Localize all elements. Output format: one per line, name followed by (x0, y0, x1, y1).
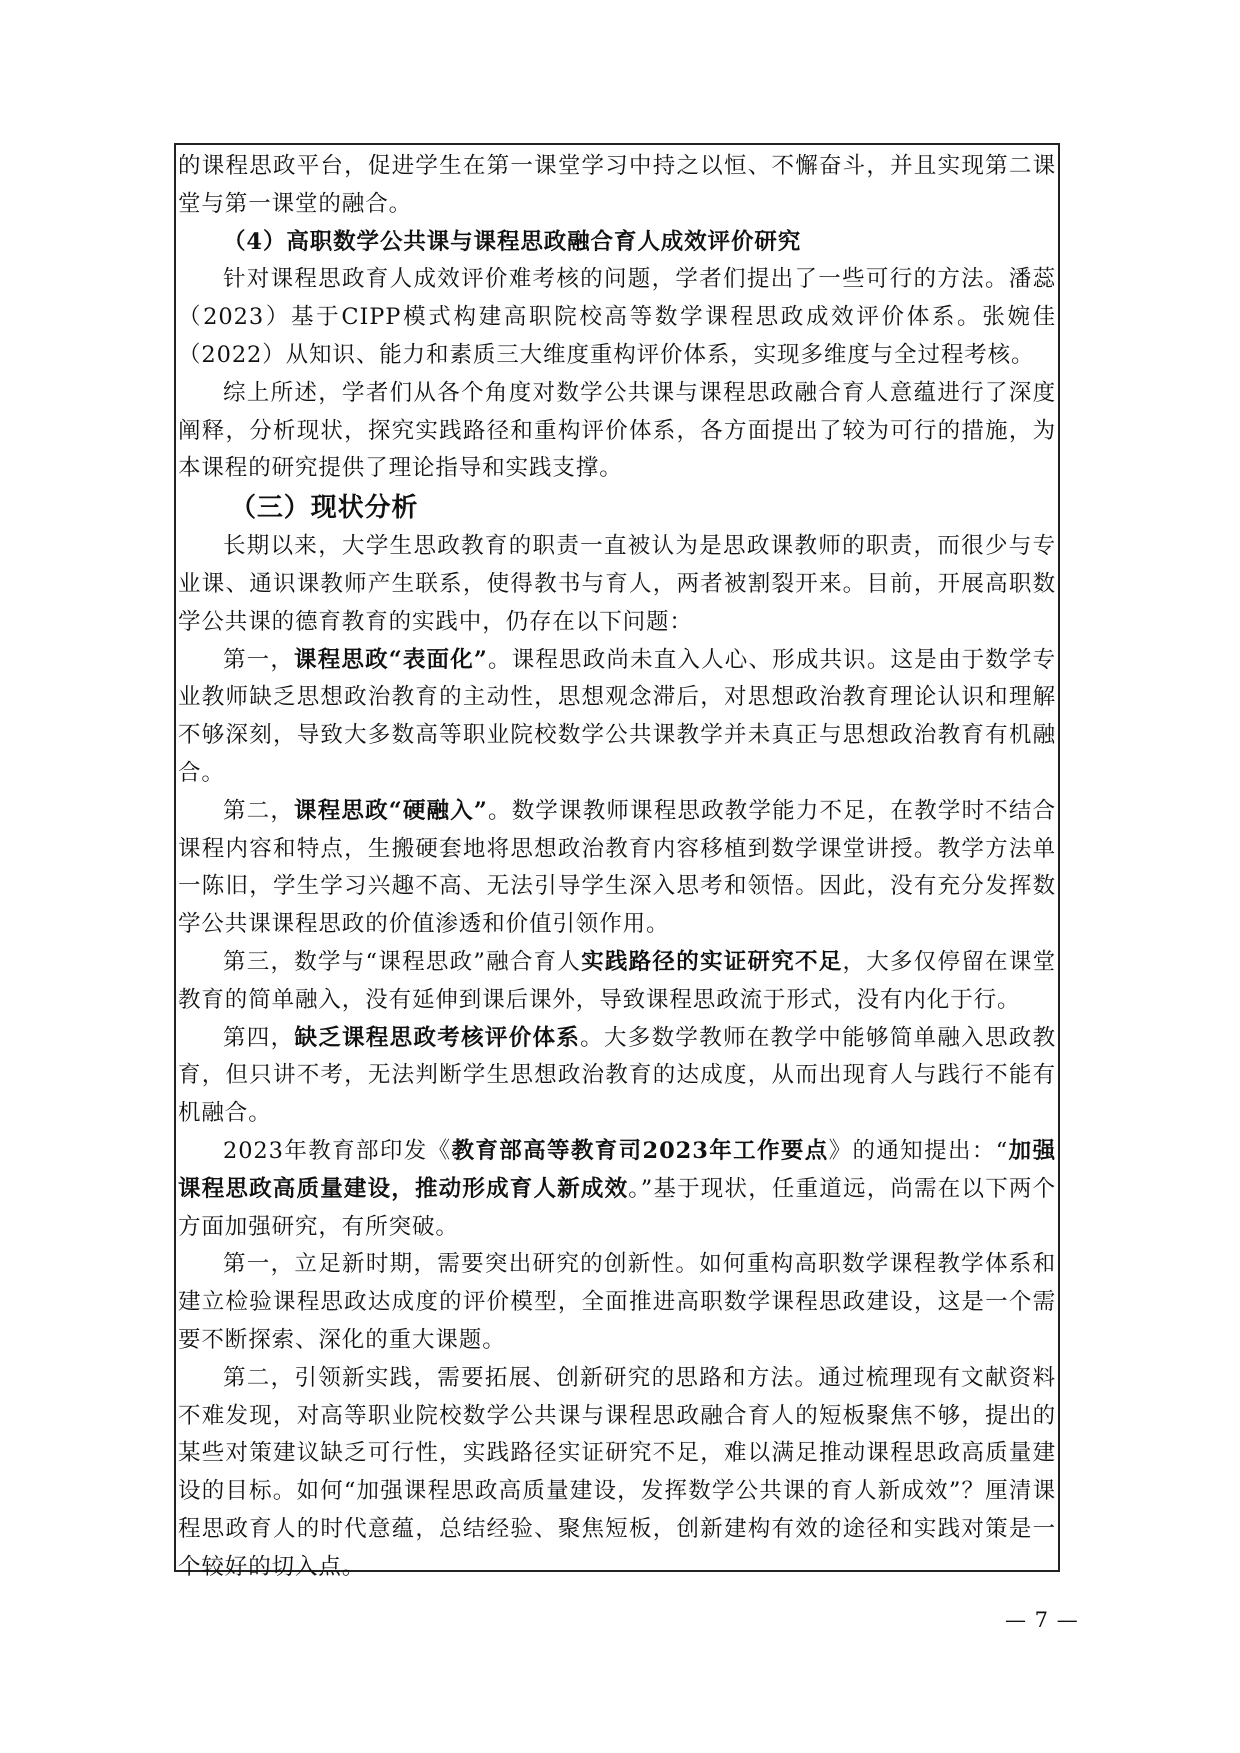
paragraph-evaluation-methods: 针对课程思政育人成效评价难考核的问题，学者们提出了一些可行的方法。潘蕊（2023）基于CIPP模式构建高职院校高等数学课程思政成效评价体系。张婉佳（2022）从知识、能力和素质三大维度重构评价体系，实现多维度与全过程考核。 (178, 266, 1056, 368)
subheading-evaluation: （4）高职数学公共课与课程思政融合育人成效评价研究 (223, 228, 802, 255)
paragraph-problem-3: 第三，数学与“课程思政”融合育人实践路径的实证研究不足，大多仅停留在课堂教育的简单融入，没有延伸到课后课外，导致课程思政流于形式，没有内化于行。 (178, 948, 1056, 1013)
paragraph-problem-2: 第二，课程思政“硬融入”。数学课教师课程思政教学能力不足，在教学时不结合课程内容和特点，生搬硬套地将思想政治教育内容移植到数学课堂讲授。教学方法单一陈旧，学生学习兴趣不高、无法引导学生深入思考和领悟。因此，没有充分发挥数学公共课课程思政的价值渗透和价值引领作用。 (178, 797, 1057, 938)
paragraph-problem-1: 第一，课程思政“表面化”。课程思政尚未直入人心、形成共识。这是由于数学专业教师缺乏思想政治教育的主动性，思想观念滞后，对思想政治教育理论认识和理解不够深刻，导致大多数高等职业院校数学公共课教学并未真正与思想政治教育有机融合。 (178, 646, 1057, 786)
document-body (178, 148, 1056, 1586)
paragraph-policy-2023: 2023年教育部印发《教育部高等教育司2023年工作要点》的通知提出：“加强课程思政高质量建设，推动形成育人新成效。”基于现状，任重道远，尚需在以下两个方面加强研究，有所突破。 (178, 1137, 1056, 1240)
paragraph-problem-4: 第四，缺乏课程思政考核评价体系。大多数学教师在教学中能够简单融入思政教育，但只讲不考，无法判断学生思想政治教育的达成度，从而出现育人与践行不能有机融合。 (178, 1024, 1056, 1127)
page-number: — 7 — (1005, 1608, 1079, 1632)
paragraph-continued: 的课程思政平台，促进学生在第一课堂学习中持之以恒、不懈奋斗，并且实现第二课堂与第一课堂的融合。 (178, 153, 1056, 217)
section-heading-status: （三）现状分析 (230, 493, 419, 524)
paragraph-status-intro: 长期以来，大学生思政教育的职责一直被认为是思政课教师的职责，而很少与专业课、通识课教师产生联系，使得教书与育人，两者被割裂开来。目前，开展高职数学公共课的德育教育的实践中，仍存在以下问题： (178, 533, 1056, 635)
paragraph-summary: 综上所述，学者们从各个角度对数学公共课与课程思政融合育人意蕴进行了深度阐释，分析现状，探究实践路径和重构评价体系，各方面提出了较为可行的措施，为本课程的研究提供了理论指导和实践支撑。 (178, 379, 1056, 482)
paragraph-direction-1: 第一，立足新时期，需要突出研究的创新性。如何重构高职数学课程教学体系和建立检验课程思政达成度的评价模型，全面推进高职数学课程思政建设，这是一个需要不断探索、深化的重大课题。 (178, 1251, 1056, 1353)
paragraph-direction-2: 第二，引领新实践，需要拓展、创新研究的思路和方法。通过梳理现有文献资料不难发现，对高等职业院校数学公共课与课程思政融合育人的短板聚焦不够，提出的某些对策建议缺乏可行性，实践路径实证研究不足，难以满足推动课程思政高质量建设的目标。如何“加强课程思政高质量建设，发挥数学公共课的育人新成效”？厘清课程思政育人的时代意蕴，总结经验、聚焦短板，创新建构有效的途径和实践对策是一个较好的切入点。 (178, 1364, 1056, 1580)
